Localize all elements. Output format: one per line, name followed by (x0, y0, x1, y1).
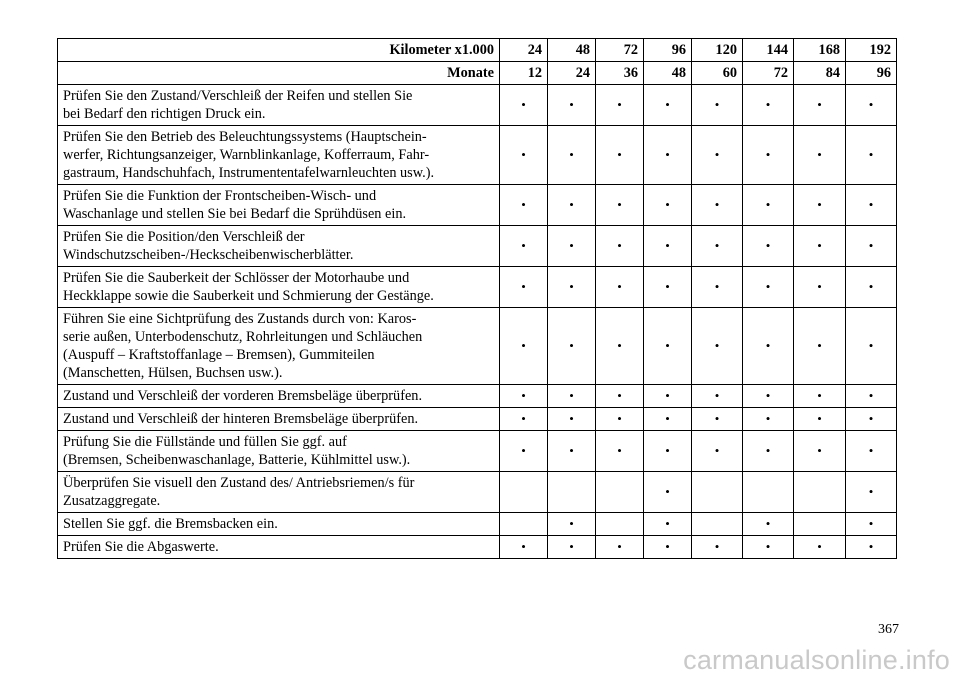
service-mark-bullet: • (500, 267, 548, 308)
service-mark-empty (500, 513, 548, 536)
service-mark-empty (500, 472, 548, 513)
table-row (58, 185, 897, 226)
service-mark-empty (692, 513, 743, 536)
task-description-line: Prüfen Sie die Sauberkeit der Schlösser der Motorhaube und (63, 270, 410, 286)
service-mark-bullet: • (846, 513, 897, 536)
task-description-line: Prüfung Sie die Füllstände und füllen Sie ggf. auf (63, 434, 347, 450)
task-description-line: (Manschetten, Hülsen, Buchsen usw.). (63, 365, 283, 381)
service-mark-bullet: • (548, 385, 596, 408)
service-mark-bullet: • (500, 126, 548, 185)
task-description-line: Stellen Sie ggf. die Bremsbacken ein. (63, 516, 278, 532)
service-mark-bullet: • (743, 408, 794, 431)
header-interval-cell: 72 (743, 62, 794, 85)
task-description (58, 431, 500, 472)
header-label: Kilometer x1.000 (58, 39, 500, 62)
header-interval-cell: 96 (644, 39, 692, 62)
service-mark-bullet: • (500, 385, 548, 408)
service-mark-bullet: • (794, 308, 846, 385)
service-mark-bullet: • (692, 408, 743, 431)
service-mark-bullet: • (743, 185, 794, 226)
service-mark-bullet: • (500, 185, 548, 226)
service-mark-bullet: • (596, 536, 644, 559)
service-mark-bullet: • (794, 408, 846, 431)
service-mark-bullet: • (846, 267, 897, 308)
service-mark-bullet: • (644, 536, 692, 559)
service-mark-bullet: • (794, 536, 846, 559)
task-description-line: (Auspuff – Kraftstoffanlage – Bremsen), Gummiteilen (63, 347, 375, 363)
header-interval-cell: 144 (743, 39, 794, 62)
task-description-line: Prüfen Sie den Betrieb des Beleuchtungssystems (Hauptschein- (63, 129, 427, 145)
task-description-line: Zusatzaggregate. (63, 493, 161, 509)
service-mark-bullet: • (794, 85, 846, 126)
header-interval-cell: 24 (500, 39, 548, 62)
header-interval-cell: 48 (644, 62, 692, 85)
header-interval-cell: 24 (548, 62, 596, 85)
header-interval-cell: 192 (846, 39, 897, 62)
table-row (58, 472, 897, 513)
table-row (58, 85, 897, 126)
service-mark-bullet: • (548, 431, 596, 472)
table-row (58, 226, 897, 267)
service-mark-bullet: • (596, 308, 644, 385)
task-description-line: Führen Sie eine Sichtprüfung des Zustands durch von: Karos- (63, 311, 417, 327)
service-mark-bullet: • (644, 185, 692, 226)
task-description-line: gastraum, Handschuhfach, Instrumententafelwarnleuchten usw.). (63, 165, 435, 181)
service-mark-bullet: • (596, 185, 644, 226)
task-description-line: Waschanlage und stellen Sie bei Bedarf die Sprühdüsen ein. (63, 206, 407, 222)
header-interval-cell: 168 (794, 39, 846, 62)
header-interval-cell: 60 (692, 62, 743, 85)
page-number: 367 (878, 622, 899, 637)
service-mark-bullet: • (644, 126, 692, 185)
service-mark-empty (596, 472, 644, 513)
service-mark-bullet: • (692, 267, 743, 308)
service-mark-empty (692, 472, 743, 513)
service-mark-bullet: • (743, 385, 794, 408)
service-mark-bullet: • (794, 226, 846, 267)
header-interval-cell: 36 (596, 62, 644, 85)
header-interval-cell: 72 (596, 39, 644, 62)
task-description-line: (Bremsen, Scheibenwaschanlage, Batterie, Kühlmittel usw.). (63, 452, 411, 468)
task-description-line: Heckklappe sowie die Sauberkeit und Schmierung der Gestänge. (63, 288, 434, 304)
service-mark-bullet: • (500, 85, 548, 126)
header-row-months (58, 62, 897, 85)
service-mark-bullet: • (846, 126, 897, 185)
task-description (58, 472, 500, 513)
service-mark-bullet: • (548, 513, 596, 536)
service-mark-bullet: • (846, 408, 897, 431)
task-description-line: Zustand und Verschleiß der vorderen Bremsbeläge überprüfen. (63, 388, 423, 404)
service-mark-bullet: • (692, 536, 743, 559)
service-mark-bullet: • (794, 267, 846, 308)
service-mark-bullet: • (743, 267, 794, 308)
table-row (58, 308, 897, 385)
service-mark-bullet: • (644, 472, 692, 513)
service-mark-bullet: • (500, 536, 548, 559)
task-description-line: Überprüfen Sie visuell den Zustand des/ Antriebsriemen/s für (63, 475, 415, 491)
service-mark-bullet: • (548, 126, 596, 185)
service-mark-bullet: • (692, 226, 743, 267)
service-mark-bullet: • (692, 431, 743, 472)
task-description-line: Zustand und Verschleiß der hinteren Bremsbeläge überprüfen. (63, 411, 419, 427)
service-mark-bullet: • (596, 226, 644, 267)
task-description (58, 408, 500, 431)
service-mark-bullet: • (596, 267, 644, 308)
service-mark-empty (794, 513, 846, 536)
service-mark-bullet: • (846, 226, 897, 267)
service-mark-bullet: • (500, 408, 548, 431)
service-mark-bullet: • (500, 431, 548, 472)
service-mark-bullet: • (644, 267, 692, 308)
service-mark-bullet: • (644, 513, 692, 536)
service-mark-bullet: • (743, 226, 794, 267)
service-mark-bullet: • (500, 308, 548, 385)
service-mark-empty (548, 472, 596, 513)
service-mark-bullet: • (743, 308, 794, 385)
header-label: Monate (58, 62, 500, 85)
service-mark-bullet: • (846, 185, 897, 226)
service-mark-bullet: • (548, 536, 596, 559)
table-row (58, 431, 897, 472)
table-row (58, 536, 897, 559)
task-description (58, 185, 500, 226)
service-mark-bullet: • (794, 431, 846, 472)
service-mark-bullet: • (846, 385, 897, 408)
service-mark-bullet: • (548, 226, 596, 267)
header-row-kilometers (58, 39, 897, 62)
service-mark-bullet: • (596, 126, 644, 185)
service-mark-bullet: • (846, 536, 897, 559)
task-description (58, 385, 500, 408)
service-mark-bullet: • (846, 431, 897, 472)
table-row (58, 513, 897, 536)
service-mark-bullet: • (743, 431, 794, 472)
task-description-line: bei Bedarf den richtigen Druck ein. (63, 106, 266, 122)
service-mark-bullet: • (548, 185, 596, 226)
task-description (58, 308, 500, 385)
service-mark-bullet: • (794, 185, 846, 226)
table-row (58, 126, 897, 185)
service-mark-bullet: • (596, 85, 644, 126)
table-body (58, 39, 897, 559)
service-mark-bullet: • (794, 385, 846, 408)
task-description-line: werfer, Richtungsanzeiger, Warnblinkanlage, Kofferraum, Fahr- (63, 147, 430, 163)
service-mark-bullet: • (644, 85, 692, 126)
service-mark-bullet: • (500, 226, 548, 267)
task-description (58, 85, 500, 126)
service-mark-bullet: • (692, 185, 743, 226)
service-mark-empty (596, 513, 644, 536)
service-mark-bullet: • (644, 385, 692, 408)
service-mark-bullet: • (743, 126, 794, 185)
task-description-line: Windschutzscheiben-/Heckscheibenwischerblätter. (63, 247, 354, 263)
service-mark-bullet: • (794, 126, 846, 185)
service-mark-empty (794, 472, 846, 513)
service-mark-bullet: • (846, 308, 897, 385)
task-description (58, 513, 500, 536)
service-mark-bullet: • (692, 85, 743, 126)
service-mark-bullet: • (596, 408, 644, 431)
service-mark-bullet: • (644, 226, 692, 267)
task-description-line: serie außen, Unterbodenschutz, Rohrleitungen und Schläuchen (63, 329, 423, 345)
task-description (58, 536, 500, 559)
service-mark-bullet: • (548, 85, 596, 126)
table-row (58, 267, 897, 308)
service-mark-bullet: • (692, 126, 743, 185)
task-description-line: Prüfen Sie die Funktion der Frontscheiben-Wisch- und (63, 188, 377, 204)
service-mark-bullet: • (692, 385, 743, 408)
service-mark-bullet: • (596, 385, 644, 408)
header-interval-cell: 120 (692, 39, 743, 62)
service-mark-bullet: • (692, 308, 743, 385)
service-mark-bullet: • (743, 85, 794, 126)
service-mark-bullet: • (743, 513, 794, 536)
task-description-line: Prüfen Sie die Position/den Verschleiß der (63, 229, 305, 245)
table-row (58, 385, 897, 408)
header-interval-cell: 84 (794, 62, 846, 85)
task-description-line: Prüfen Sie die Abgaswerte. (63, 539, 219, 555)
service-mark-bullet: • (644, 408, 692, 431)
task-description (58, 267, 500, 308)
table-row (58, 408, 897, 431)
service-mark-bullet: • (644, 431, 692, 472)
service-mark-bullet: • (743, 536, 794, 559)
service-mark-bullet: • (548, 308, 596, 385)
task-description-line: Prüfen Sie den Zustand/Verschleiß der Reifen und stellen Sie (63, 88, 413, 104)
service-mark-bullet: • (846, 472, 897, 513)
service-mark-bullet: • (548, 267, 596, 308)
header-interval-cell: 96 (846, 62, 897, 85)
task-description (58, 226, 500, 267)
task-description (58, 126, 500, 185)
service-mark-bullet: • (548, 408, 596, 431)
service-mark-bullet: • (846, 85, 897, 126)
header-interval-cell: 12 (500, 62, 548, 85)
service-mark-bullet: • (596, 431, 644, 472)
service-mark-empty (743, 472, 794, 513)
header-interval-cell: 48 (548, 39, 596, 62)
watermark: carmanualsonline.info (683, 645, 950, 675)
maintenance-schedule-table (57, 38, 897, 559)
service-mark-bullet: • (644, 308, 692, 385)
